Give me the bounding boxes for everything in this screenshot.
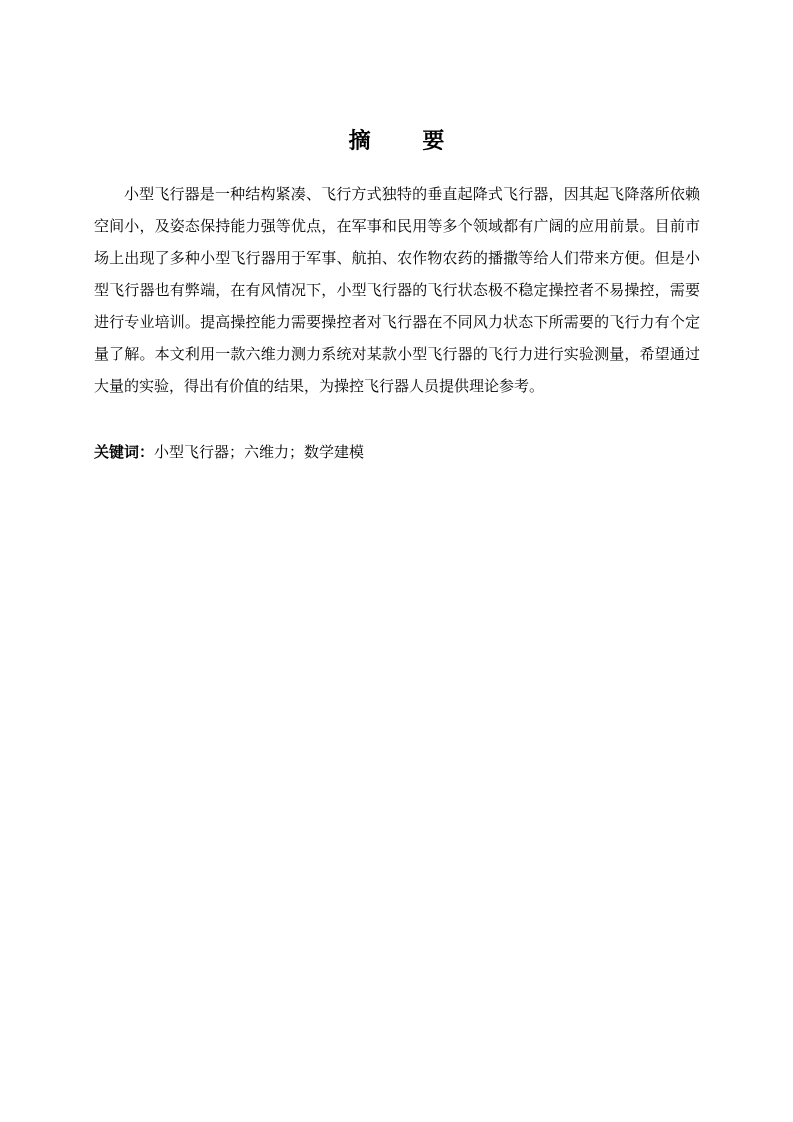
abstract-title: 摘 要: [348, 128, 467, 154]
keywords-label: 关键词：: [94, 443, 155, 461]
keywords-line: [94, 438, 700, 466]
abstract-body: 小型飞行器是一种结构紧凑、飞行方式独特的垂直起降式飞行器，因其起飞降落所依赖空间小，及姿态保持能力强等优点，在军事和民用等多个领域都有广阔的应用前景。目前市场上出现了多种小型飞行器用于军事、航拍、农作物农药的播撒等给人们带来方便。但是小型飞行器也有弊端，在有风情况下，小型飞行器的飞行状态极不稳定操控者不易操控，需要进行专业培训。提高操控能力需要操控者对飞行器在不同风力状态下所需要的飞行力有个定量了解。本文利用一款六维力测力系统对某款小型飞行器的飞行力进行实验测量，希望通过大量的实验，得出有价值的结果，为操控飞行器人员提供理论参考。: [94, 185, 700, 395]
keywords-text: 小型飞行器；六维力；数学建模: [154, 443, 365, 461]
